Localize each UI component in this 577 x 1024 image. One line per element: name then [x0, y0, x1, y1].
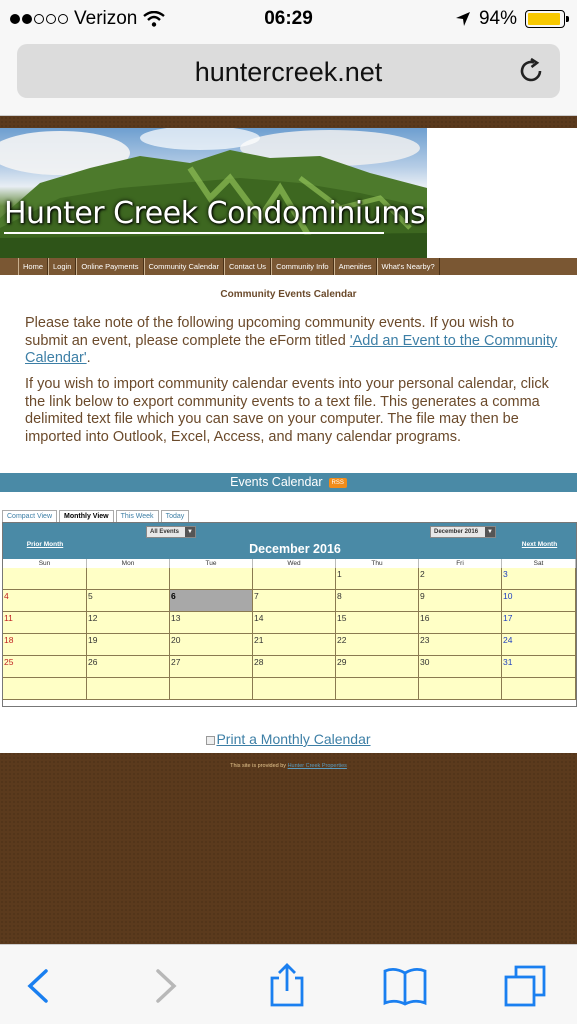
- battery-icon: [525, 10, 565, 28]
- next-month-link[interactable]: Next Month: [521, 541, 558, 548]
- tab-monthly-view[interactable]: Monthly View: [59, 510, 114, 522]
- main-nav: [0, 258, 577, 275]
- calendar-day-cell[interactable]: 13: [170, 612, 253, 634]
- calendar-week-row: [3, 590, 576, 612]
- monthly-calendar: [2, 522, 577, 707]
- calendar-day-cell[interactable]: 17: [502, 612, 576, 634]
- calendar-day-cell: [336, 678, 419, 700]
- nav-contact-us[interactable]: Contact Us: [224, 258, 271, 275]
- weekday-label: Sun: [3, 559, 87, 568]
- tab-this-week[interactable]: This Week: [116, 510, 159, 522]
- calendar-tabs: [0, 510, 577, 522]
- calendar-day-cell[interactable]: 4: [3, 590, 87, 612]
- calendar-day-cell[interactable]: 6: [170, 590, 253, 612]
- nav-whats-nearby[interactable]: What's Nearby?: [377, 258, 440, 275]
- battery-percent: 94%: [478, 8, 517, 29]
- nav-amenities[interactable]: Amenities: [334, 258, 377, 275]
- browser-toolbar: [0, 944, 577, 1024]
- calendar-day-cell[interactable]: 7: [253, 590, 336, 612]
- calendar-day-cell[interactable]: 21: [253, 634, 336, 656]
- calendar-day-cell[interactable]: 5: [87, 590, 170, 612]
- calendar-day-cell[interactable]: 8: [336, 590, 419, 612]
- tab-compact-view[interactable]: Compact View: [2, 510, 57, 522]
- calendar-day-cell: [3, 678, 87, 700]
- url-field[interactable]: [17, 44, 560, 98]
- top-strip: [0, 116, 577, 128]
- calendar-week-row: [3, 568, 576, 590]
- chevron-down-icon: ▼: [485, 527, 495, 537]
- calendar-day-cell[interactable]: 15: [336, 612, 419, 634]
- calendar-grid: [3, 568, 576, 700]
- events-calendar-bar: [0, 473, 577, 492]
- share-icon[interactable]: [264, 963, 310, 1009]
- bookmarks-icon[interactable]: [382, 963, 428, 1009]
- nav-community-info[interactable]: Community Info: [271, 258, 334, 275]
- weekday-label: Fri: [419, 559, 502, 568]
- calendar-day-cell[interactable]: 19: [87, 634, 170, 656]
- calendar-week-row: [3, 634, 576, 656]
- main-content: [0, 275, 577, 753]
- url-text: huntercreek.net: [194, 57, 383, 87]
- event-filter-select[interactable]: All Events ▼: [146, 526, 196, 538]
- calendar-day-cell: [87, 568, 170, 590]
- calendar-day-cell[interactable]: 9: [419, 590, 502, 612]
- site-title: Hunter Creek Condominiums: [4, 196, 426, 231]
- title-underline: [4, 232, 384, 234]
- site-banner: [0, 128, 427, 258]
- add-event-link[interactable]: 'Add an Event to the Community Calendar': [25, 332, 558, 366]
- calendar-day-cell: [419, 678, 502, 700]
- clock: 06:29: [264, 8, 313, 29]
- calendar-day-cell[interactable]: 16: [419, 612, 502, 634]
- month-title: December 2016: [249, 542, 341, 556]
- address-bar: [0, 38, 577, 116]
- calendar-day-cell: [253, 678, 336, 700]
- calendar-day-cell[interactable]: 22: [336, 634, 419, 656]
- carrier-label: Verizon: [74, 8, 138, 29]
- calendar-day-cell: [502, 678, 576, 700]
- reload-icon[interactable]: [516, 56, 546, 86]
- weekday-label: Wed: [253, 559, 336, 568]
- page-heading: Community Events Calendar: [220, 289, 357, 300]
- broken-image-icon: [206, 736, 215, 745]
- nav-community-calendar[interactable]: Community Calendar: [144, 258, 224, 275]
- nav-home[interactable]: Home: [18, 258, 48, 275]
- calendar-day-cell: [170, 678, 253, 700]
- print-calendar-link[interactable]: Print a Monthly Calendar: [0, 731, 577, 747]
- calendar-day-cell[interactable]: 2: [419, 568, 502, 590]
- nav-online-payments[interactable]: Online Payments: [76, 258, 143, 275]
- calendar-day-cell[interactable]: 28: [253, 656, 336, 678]
- nav-login[interactable]: Login: [48, 258, 76, 275]
- web-page: [0, 116, 577, 944]
- month-header: [3, 540, 576, 559]
- chevron-down-icon: ▼: [185, 527, 195, 537]
- calendar-day-cell: [170, 568, 253, 590]
- banner-blank: [427, 128, 577, 258]
- calendar-day-cell[interactable]: 18: [3, 634, 87, 656]
- back-icon[interactable]: [16, 963, 62, 1009]
- calendar-day-cell[interactable]: 14: [253, 612, 336, 634]
- calendar-day-cell[interactable]: 11: [3, 612, 87, 634]
- mountain-image: [0, 128, 427, 258]
- calendar-day-cell[interactable]: 10: [502, 590, 576, 612]
- tab-today[interactable]: Today: [161, 510, 190, 522]
- calendar-day-cell[interactable]: 20: [170, 634, 253, 656]
- import-paragraph: If you wish to import community calendar events into your personal calendar, click the link below to export community events to a text file. This generates a comma delimited text file which you can save on your computer. The file may then be imported into Outlook, Excel, Access, and many calendar programs.: [25, 376, 549, 445]
- calendar-day-cell[interactable]: 24: [502, 634, 576, 656]
- calendar-day-cell: [253, 568, 336, 590]
- forward-icon[interactable]: [142, 963, 188, 1009]
- calendar-day-cell: [3, 568, 87, 590]
- calendar-day-cell[interactable]: 1: [336, 568, 419, 590]
- tabs-icon[interactable]: [503, 963, 549, 1009]
- calendar-day-cell[interactable]: 25: [3, 656, 87, 678]
- calendar-day-cell[interactable]: 31: [502, 656, 576, 678]
- calendar-week-row: [3, 656, 576, 678]
- calendar-filter-bar: [3, 523, 576, 540]
- calendar-day-cell[interactable]: 29: [336, 656, 419, 678]
- calendar-week-row: [3, 678, 576, 700]
- calendar-day-cell[interactable]: 23: [419, 634, 502, 656]
- weekday-label: Sat: [502, 559, 576, 568]
- weekday-label: Thu: [336, 559, 419, 568]
- location-arrow-icon: [455, 11, 471, 27]
- intro-paragraph: Please take note of the following upcoming community events. If you wish to submit an event, please complete the eForm titled 'Add an Event to the Community Calendar'.: [25, 315, 558, 366]
- calendar-week-row: [3, 612, 576, 634]
- calendar-day-cell[interactable]: 30: [419, 656, 502, 678]
- calendar-day-cell[interactable]: 3: [502, 568, 576, 590]
- month-select[interactable]: December 2016 ▼: [430, 526, 496, 538]
- footer-link[interactable]: Hunter Creek Properties: [287, 763, 347, 769]
- status-bar: [0, 0, 577, 38]
- prior-month-link[interactable]: Prior Month: [26, 541, 64, 548]
- calendar-day-cell[interactable]: 26: [87, 656, 170, 678]
- rss-icon[interactable]: RSS: [329, 478, 347, 488]
- events-calendar-title: Events Calendar: [230, 475, 323, 489]
- calendar-day-cell: [87, 678, 170, 700]
- weekday-label: Tue: [170, 559, 253, 568]
- weekday-label: Mon: [87, 559, 170, 568]
- calendar-day-cell[interactable]: 12: [87, 612, 170, 634]
- weekday-header: [3, 559, 576, 568]
- footer: This site is provided by Hunter Creek Properties: [230, 763, 347, 769]
- calendar-day-cell[interactable]: 27: [170, 656, 253, 678]
